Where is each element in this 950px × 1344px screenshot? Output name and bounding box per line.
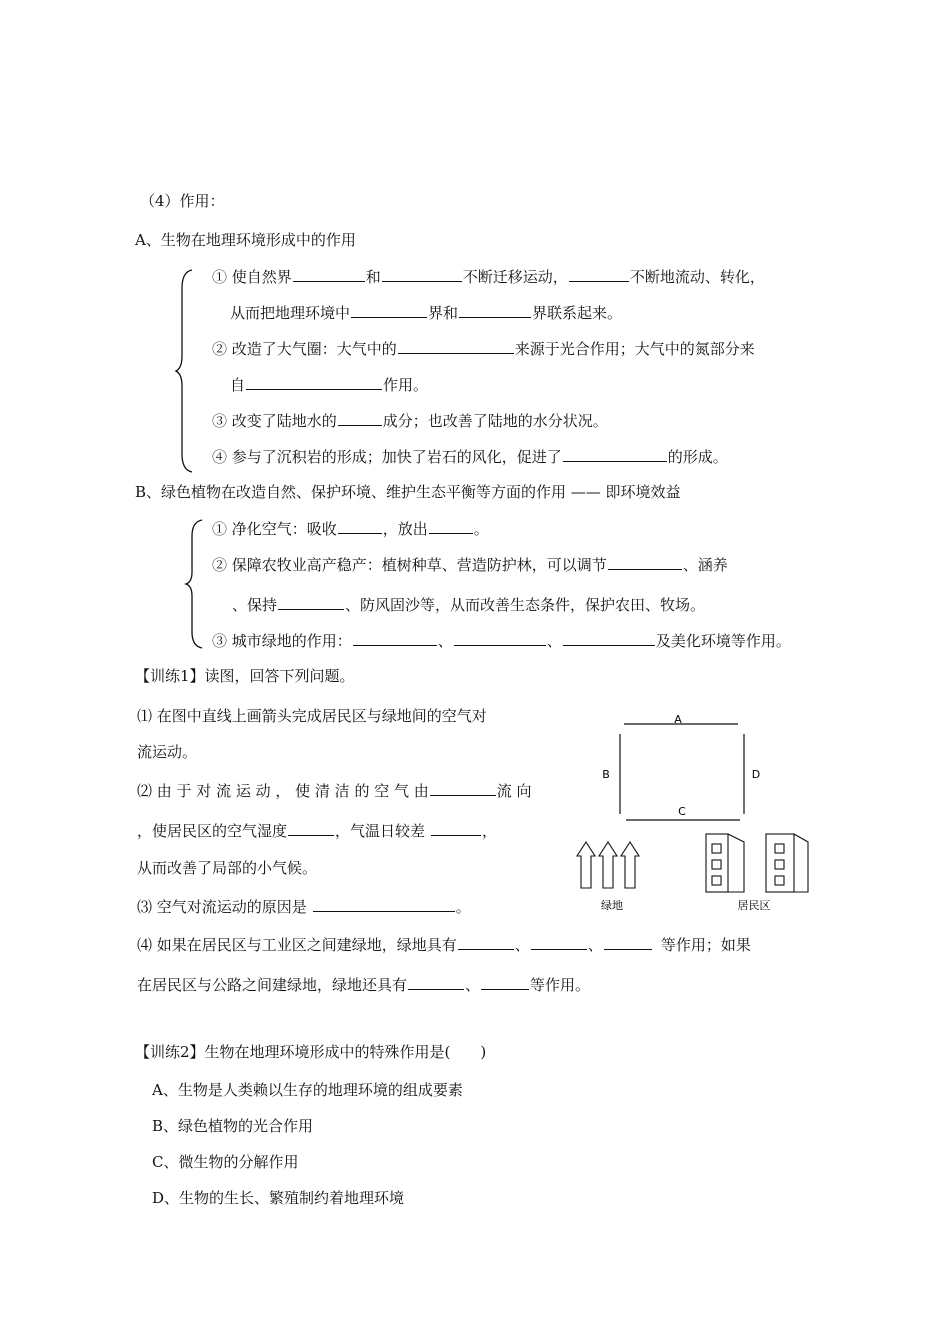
label-green-space: 绿地: [601, 899, 623, 912]
text: 、涵养: [682, 556, 728, 574]
part-b-item-1: [212, 518, 489, 540]
option-a[interactable]: [152, 1080, 463, 1102]
brace-a-icon: [174, 268, 196, 474]
blank-line[interactable]: [293, 266, 365, 282]
part-b-heading: [135, 482, 681, 504]
part-a-item-2: [212, 338, 755, 360]
text: 、保持: [232, 596, 278, 614]
blank-line[interactable]: [459, 302, 531, 318]
blank-line[interactable]: [338, 518, 382, 534]
label-a: A: [674, 713, 682, 726]
text: 。: [455, 898, 471, 916]
text: ③ 城市绿地的作用：: [212, 632, 352, 650]
text: 来源于光合作用；大气中的氮部分来: [514, 340, 755, 358]
text: ② 改造了大气圈：大气中的: [212, 340, 397, 358]
label-c: C: [678, 805, 686, 818]
blank-line[interactable]: [338, 410, 382, 426]
blank-line[interactable]: [458, 934, 514, 950]
text: 等作用；如果: [660, 936, 751, 954]
up-arrow-icon: [599, 842, 617, 888]
text: ① 净化空气：吸收: [212, 520, 337, 538]
label-d: D: [751, 768, 761, 781]
option-d-text: D、生物的生长、繁殖制约着地理环境: [152, 1189, 405, 1207]
option-a-text: A、生物是人类赖以生存的地理环境的组成要素: [152, 1081, 463, 1099]
option-b[interactable]: [152, 1116, 313, 1138]
text: ，气温日较差: [335, 822, 426, 840]
text: 从而改善了局部的小气候。: [137, 859, 318, 877]
part-a-heading: [135, 230, 356, 252]
training-2-heading-text: 【训练2】生物在地理环境形成中的特殊作用是( ): [135, 1043, 487, 1061]
text: 流运动。: [137, 743, 198, 761]
part-b-heading-text: B、绿色植物在改造自然、保护环境、维护生态平衡等方面的作用 —— 即环境效益: [135, 483, 681, 501]
blank-line[interactable]: [353, 630, 437, 646]
text: 、: [465, 976, 481, 994]
part-b-item-3: [212, 630, 791, 652]
part-a-item-2-cont: [230, 374, 428, 396]
training-1-q1: [137, 706, 487, 728]
part-a-item-3: [212, 410, 608, 432]
text: 不断地流动、转化，: [629, 268, 765, 286]
text: ④ 参与了沉积岩的形成；加快了岩石的风化，促进了: [212, 448, 562, 466]
text: ③ 改变了陆地水的: [212, 412, 337, 430]
section-heading: [140, 191, 225, 213]
text: 流 向: [496, 782, 532, 800]
label-residential: 居民区: [737, 899, 771, 912]
blank-line[interactable]: [278, 594, 344, 610]
text: 的形成。: [667, 448, 728, 466]
label-b: B: [602, 768, 610, 781]
text: 成分；也改善了陆地的水分状况。: [382, 412, 608, 430]
up-arrow-icon: [577, 842, 595, 888]
option-c[interactable]: [152, 1152, 298, 1174]
up-arrow-icon: [621, 842, 639, 888]
text: 从而把地理环境中: [230, 304, 351, 322]
blank-line[interactable]: [429, 518, 473, 534]
training-1-heading-text: 【训练1】读图，回答下列问题。: [135, 667, 355, 685]
blank-line[interactable]: [563, 630, 655, 646]
text: ⑵ 由 于 对 流 运 动 ， 使 清 洁 的 空 气 由: [137, 782, 429, 800]
text: 等作用。: [530, 976, 591, 994]
blank-line[interactable]: [246, 374, 382, 390]
text: ② 保障农牧业高产稳产：植树种草、营造防护林，可以调节: [212, 556, 607, 574]
text: ⑷ 如果在居民区与工业区之间建绿地，绿地具有: [137, 936, 457, 954]
text: ，: [482, 822, 498, 840]
blank-line[interactable]: [431, 820, 481, 836]
blank-line[interactable]: [481, 974, 529, 990]
blank-line[interactable]: [382, 266, 462, 282]
blank-line[interactable]: [408, 974, 464, 990]
text: 不断迁移运动，: [462, 268, 568, 286]
blank-line[interactable]: [454, 630, 546, 646]
text: 界和: [428, 304, 459, 322]
blank-line[interactable]: [569, 266, 629, 282]
blank-line[interactable]: [313, 896, 455, 912]
text: 、: [546, 632, 562, 650]
blank-line[interactable]: [430, 780, 496, 796]
training-1-heading: [135, 666, 355, 688]
building-icon: [766, 834, 808, 892]
building-icon: [706, 834, 744, 892]
option-c-text: C、微生物的分解作用: [152, 1153, 299, 1171]
text: ⑶ 空气对流运动的原因是: [137, 898, 307, 916]
text: 自: [230, 376, 246, 394]
blank-line[interactable]: [604, 934, 652, 950]
blank-line[interactable]: [563, 446, 667, 462]
training-1-q3: [137, 896, 471, 918]
text: ⑴ 在图中直线上画箭头完成居民区与绿地间的空气对: [137, 707, 487, 725]
training-1-q2: [137, 780, 532, 802]
text: ，放出: [382, 520, 428, 538]
training-1-q2-cont: [137, 820, 497, 842]
brace-b-icon: [184, 518, 206, 650]
text: 、: [437, 632, 453, 650]
text: 。: [473, 520, 489, 538]
training-1-q2-end: [137, 858, 317, 880]
text: 界联系起来。: [532, 304, 623, 322]
text: 、防风固沙等，从而改善生态条件，保护农田、牧场。: [345, 596, 706, 614]
text: ① 使自然界: [212, 268, 292, 286]
text: 在居民区与公路之间建绿地，绿地还具有: [137, 976, 408, 994]
option-b-text: B、绿色植物的光合作用: [152, 1117, 314, 1135]
part-a-item-4: [212, 446, 728, 468]
blank-line[interactable]: [288, 820, 334, 836]
part-b-item-2-cont: [232, 594, 705, 616]
blank-line[interactable]: [608, 554, 682, 570]
blank-line[interactable]: [531, 934, 587, 950]
training-2-heading: [135, 1042, 486, 1064]
blank-line[interactable]: [398, 338, 514, 354]
training-1-q1-cont: [137, 742, 197, 764]
convection-diagram: [568, 706, 830, 916]
text: 和: [365, 268, 381, 286]
training-1-q4-cont: [137, 974, 590, 996]
part-a-heading-text: A、生物在地理环境形成中的作用: [135, 231, 356, 249]
section-heading-text: （4）作用：: [140, 192, 225, 210]
training-1-q4: [137, 934, 751, 956]
option-d[interactable]: [152, 1188, 404, 1210]
text: 作用。: [383, 376, 429, 394]
text: 、: [514, 936, 530, 954]
text: 及美化环境等作用。: [655, 632, 791, 650]
text: 、: [587, 936, 603, 954]
blank-line[interactable]: [351, 302, 427, 318]
part-a-item-1-cont: [230, 302, 622, 324]
part-a-item-1: [212, 266, 765, 288]
text: ，使居民区的空气湿度: [137, 822, 288, 840]
part-b-item-2: [212, 554, 728, 576]
